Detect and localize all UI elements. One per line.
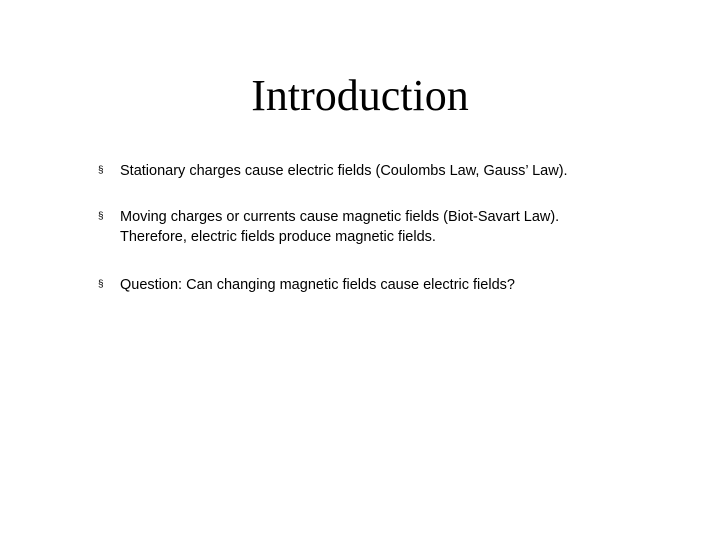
bullet-marker-icon: §	[98, 211, 104, 222]
slide-title: Introduction	[251, 71, 469, 120]
bullet-item	[98, 207, 698, 247]
bullet-item	[98, 275, 698, 295]
bullet-item	[98, 161, 698, 181]
bullet-text-line: Question: Can changing magnetic fields cause electric fields?	[120, 277, 515, 293]
bullet-text-line: Therefore, electric fields produce magnetic fields.	[120, 229, 436, 245]
bullet-marker-icon: §	[98, 165, 104, 176]
bullet-text-line: Moving charges or currents cause magnetic fields (Biot-Savart Law).	[120, 209, 560, 225]
bullet-text-line: Stationary charges cause electric fields (Coulombs Law, Gauss’ Law).	[120, 163, 568, 179]
bullet-marker-icon: §	[98, 279, 104, 290]
